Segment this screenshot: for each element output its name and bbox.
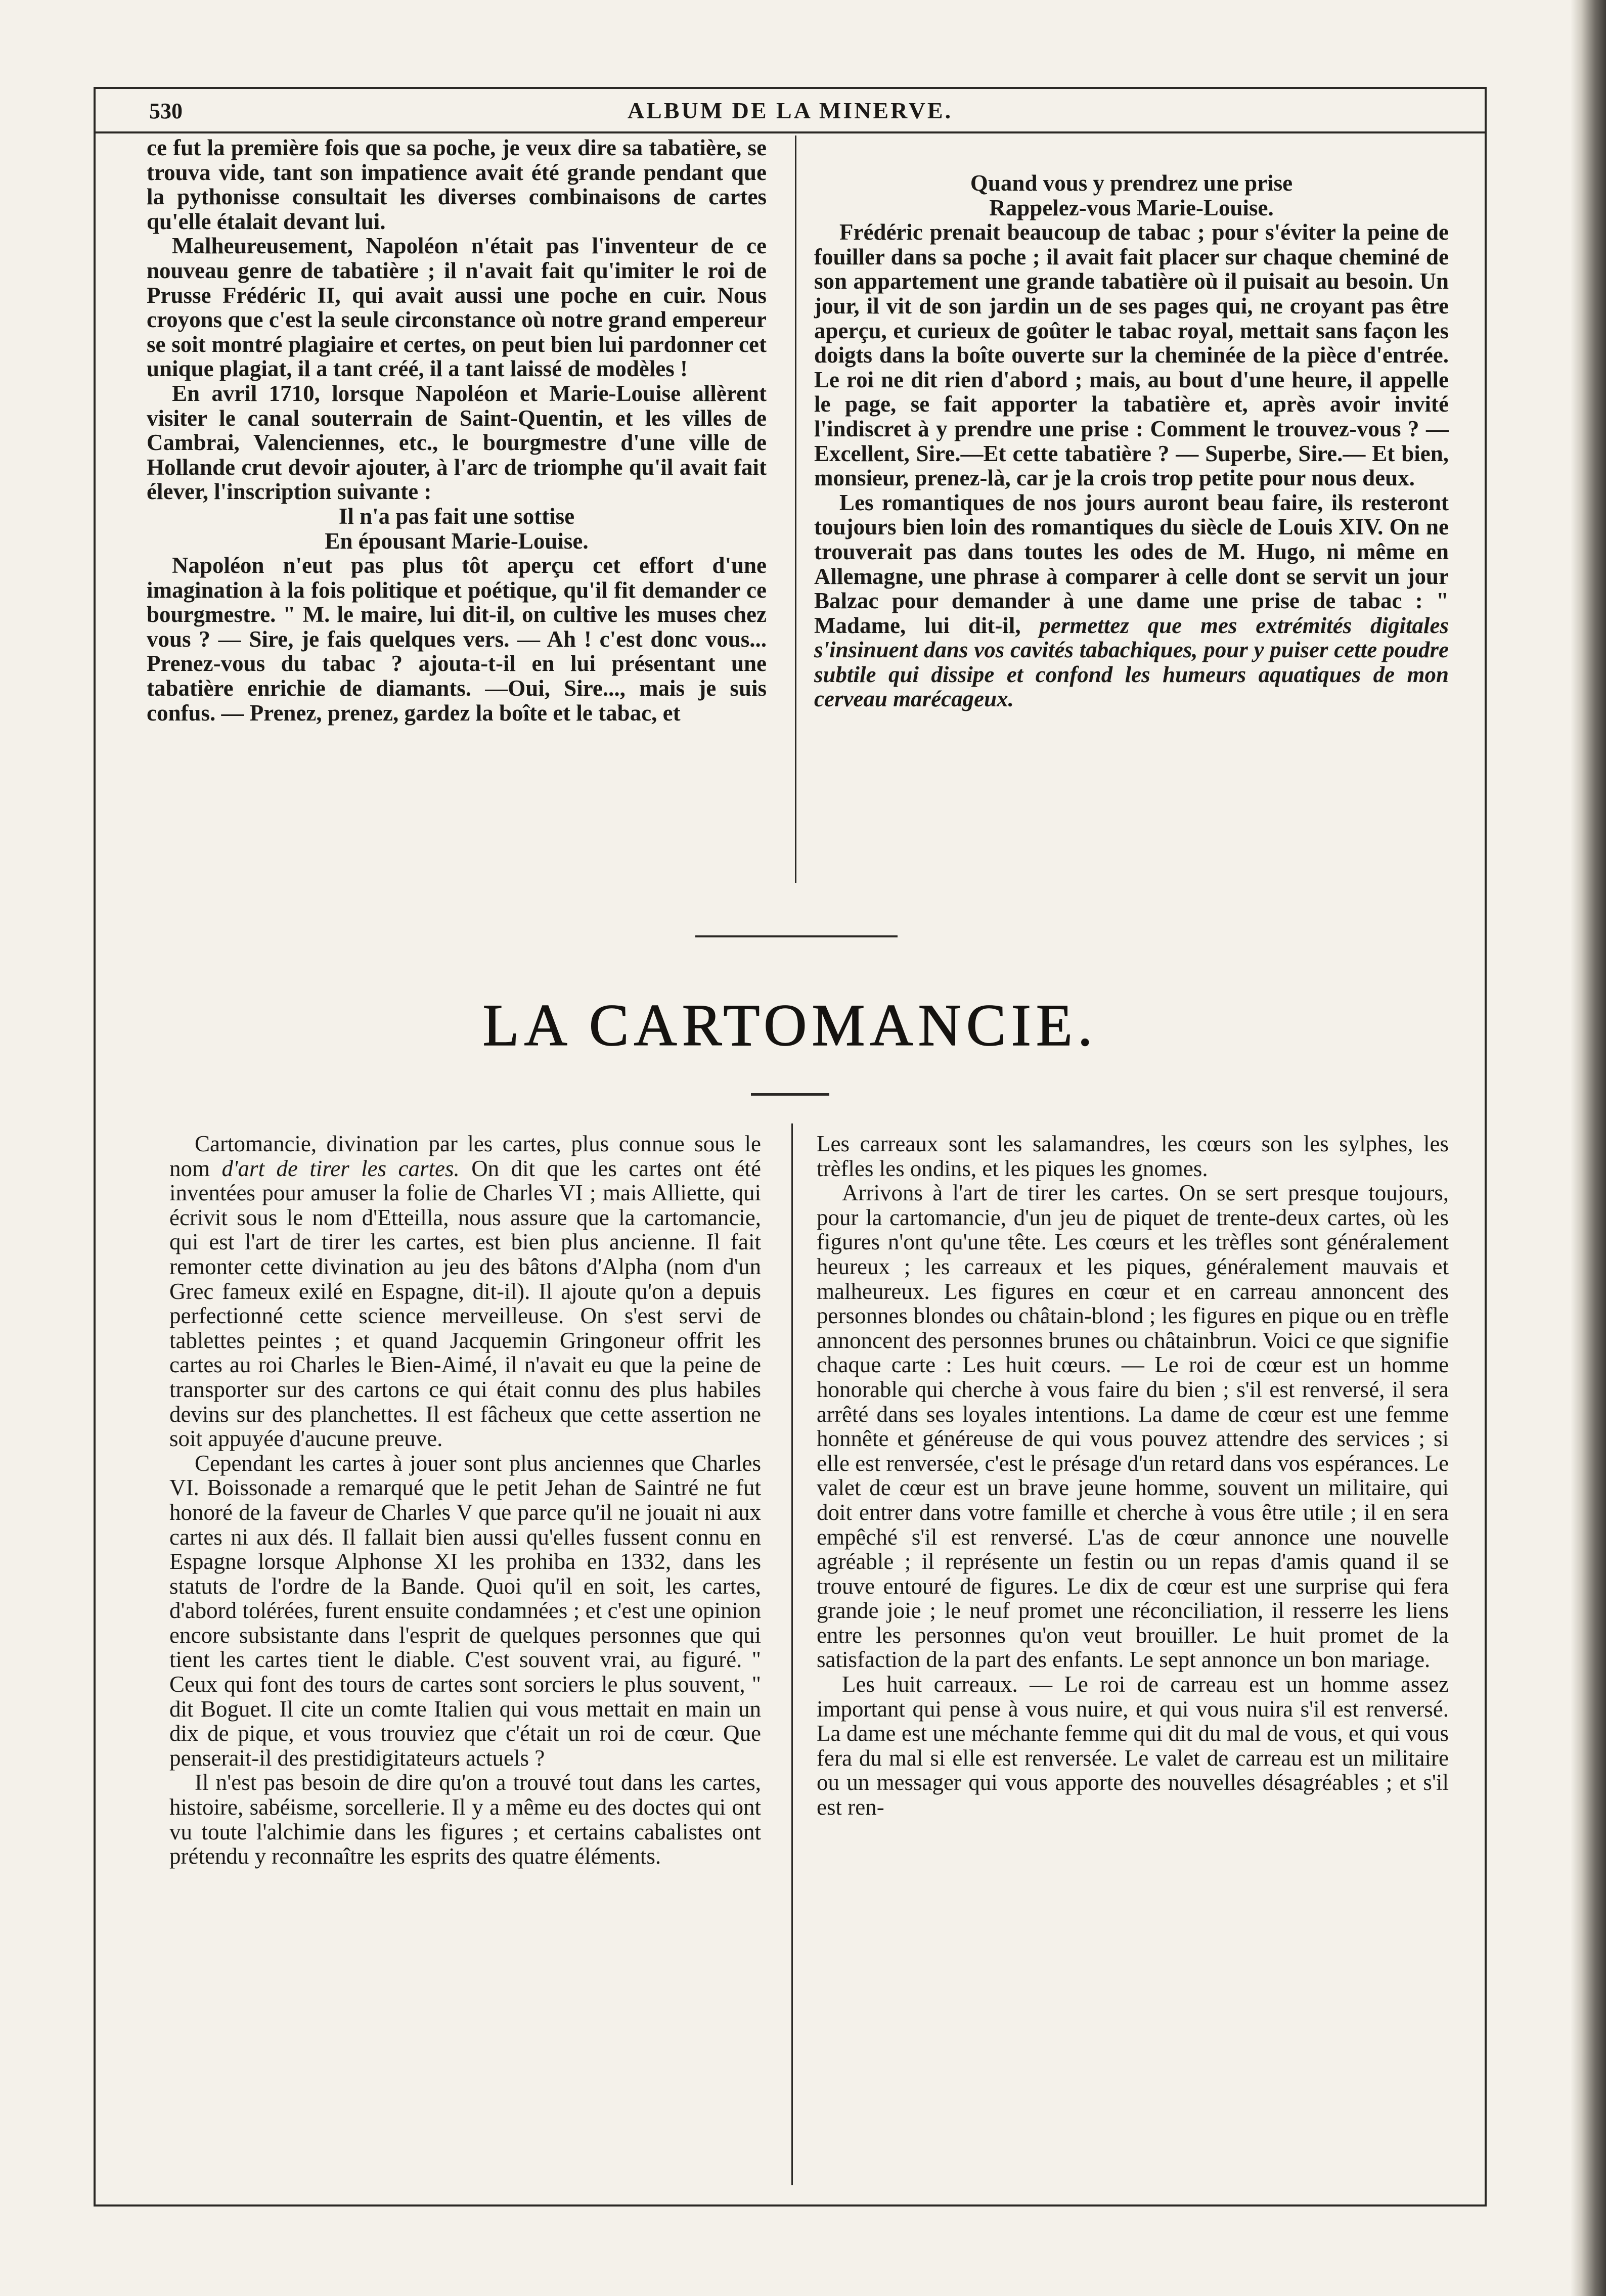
paragraph (169, 1132, 761, 1451)
paragraph: Napoléon n'eut pas plus tôt aperçu cet effort d'une imagination à la fois politique et poétique, qu'il fit demander ce bourgmestre. " M. le maire, lui dit-il, on cultive les muses chez vous ? — Sire, je fais quelques vers. — Ah ! c'est donc vous... Prenez-vous du tabac ? ajouta-t-il en lui présentant une tabatière enrichie de diamants. —Oui, Sire..., mais je suis confus. — Prenez, prenez, gardez la boîte et le tabac, et (147, 553, 767, 726)
paragraph: Cependant les cartes à jouer sont plus anciennes que Charles VI. Boissonade a remarqué que le petit Jehan de Saintré ne fut honoré de la faveur de Charles V que parce qu'il ne jouait ni aux cartes ni aux dés. Il fallait bien aussi qu'elles fussent connu en Espagne lorsque Alphonse XI les prohiba en 1332, dans les statuts de l'ordre de la Bande. Quoi qu'il en soit, les cartes, d'abord tolérées, furent ensuite condamnées ; et c'est une opinion encore subsistante dans l'esprit de quelques personnes que qui tient les cartes tient le diable. C'est souvent vrai, au figuré. " Ceux qui font des tours de cartes sont sorciers le plus souvent, " dit Boguet. Il cite un comte Italien qui vous mettait en main un dix de pique, et vous trouviez que c'était un roi de cœur. Que penserait-il des prestidigitateurs actuels ? (169, 1450, 761, 1771)
column-rule (795, 136, 796, 883)
verse-line: Il n'a pas fait une sottise (338, 503, 575, 529)
verse-line: En épousant Marie-Louise. (325, 528, 589, 554)
paragraph-text: Cartomancie, divination par les cartes, plus connue sous le nom (169, 1131, 761, 1181)
top-right-column (814, 171, 1449, 874)
paragraph: Les huit carreaux. — Le roi de carreau est un homme assez important qui pense à vous nuire, et qui vous nuira s'il est renversé. La dame est une méchante femme qui dit du mal de vous, et qui vous fera du mal si elle est renversée. Le valet de carreau est un militaire ou un messager qui vous apporte des nouvelles désagréables ; et s'il est ren- (817, 1672, 1449, 1820)
bottom-left-column (169, 1132, 761, 2186)
title-underline (751, 1093, 829, 1096)
bottom-right-column (817, 1132, 1449, 2186)
paragraph: Arrivons à l'art de tirer les cartes. On se sert presque toujours, pour la cartomancie, d'un jeu de piquet de trente-deux cartes, où les figures n'ont qu'une tête. Les cœurs et les trèfles sont généralement heureux ; les carreaux et les piques, généralement mauvais et malheureux. Les figures en cœur et en carreau annoncent des personnes blondes ou châtain-blond ; les figures en pique ou en trèfle annoncent des personnes brunes ou châtainbrun. Voici ce que signifie chaque carte : Les huit cœurs. — Le roi de cœur est un homme honorable qui cherche à vous faire du bien ; s'il est renversé, il sera arrêté dans ses loyales intentions. La dame de cœur est une femme honnête et généreuse de qui vous pouvez attendre des services ; si elle est renversée, c'est le présage d'un retard dans vos espérances. Le valet de cœur est un brave jeune homme, souvent un militaire, qui doit entrer dans votre famille et cherche à vous être utile ; il en sera empêché s'il est renversé. L'as de cœur annonce une nouvelle agréable ; il représente un festin ou un repas d'amis quand il se trouve entouré de figures. Le dix de cœur est une surprise qui fera grande joie ; le neuf promet une réconciliation, il resserre les liens entre les personnes qu'on veut brouiller. Le huit promet de la satisfaction de la part des enfants. Le sept annonce un bon mariage. (817, 1180, 1449, 1673)
paragraph: Il n'est pas besoin de dire qu'on a trouvé tout dans les cartes, histoire, sabéisme, sorcellerie. Il y a même eu des doctes qui ont vu toute l'alchimie dans les figures ; et certains cabalistes ont prétendu y reconnaître les esprits des quatre éléments. (169, 1770, 761, 1869)
italic-phrase: d'art de tirer les cartes. (221, 1155, 460, 1181)
page-header (94, 87, 1487, 133)
paragraph-text: Les romantiques de nos jours auront beau faire, ils resteront toujours bien loin des romantiques du siècle de Louis XIV. On ne trouverait pas dans toutes les odes de M. Hugo, ni même en Allemagne, une phrase à comparer à celle dont se servit un jour Balzac pour demander à une dame une prise de tabac : " Madame, lui dit-il, (814, 489, 1449, 638)
verse-line: Rappelez-vous Marie-Louise. (989, 195, 1274, 220)
italic-quote: permettez que mes extrémités digitales s'insinuent dans vos cavités tabachiques, pour y puiser cette poudre subtile qui dissipe et confond les humeurs aquatiques de mon cerveau marécageux. (814, 612, 1449, 712)
section-separator (695, 935, 898, 937)
verse-line: Quand vous y prendrez une prise (970, 170, 1293, 196)
paragraph: Les carreaux sont les salamandres, les cœurs son les sylphes, les trèfles les ondins, et les piques les gnomes. (817, 1131, 1449, 1181)
paragraph: Frédéric prenait beaucoup de tabac ; pour s'éviter la peine de fouiller dans sa poche ; il avait fait placer sur chaque cheminé de son appartement une grande tabatière où il puisait au besoin. Un jour, il vit de son jardin un de ses pages qui, ne croyant pas être aperçu, et curieux de goûter le tabac royal, mettait sans façon les doigts dans la boîte ouverte sur la cheminée de la pièce d'entrée. Le roi ne dit rien d'abord ; mais, au bout d'une heure, il appelle le page, se fait apporter la tabatière et, après avoir invité l'indiscret à y prendre une prise : Comment le trouvez-vous ? — Excellent, Sire.—Et cette tabatière ? — Superbe, Sire.— Et bien, monsieur, prenez-là, car je la crois trop petite pour nous deux. (814, 219, 1449, 491)
paragraph: Malheureusement, Napoléon n'était pas l'inventeur de ce nouveau genre de tabatière ; il n'avait fait qu'imiter le roi de Prusse Frédéric II, qui avait aussi une poche en cuir. Nous croyons que c'est la seule circonstance où notre grand empereur se soit montré plagiaire et certes, on peut bien lui pardonner cet unique plagiat, il a tant créé, il a tant laissé de modèles ! (147, 233, 767, 382)
paragraph: En avril 1710, lorsque Napoléon et Marie-Louise allèrent visiter le canal souterrain de Saint-Quentin, et les villes de Cambrai, Valenciennes, etc., le bourgmestre d'une ville de Hollande crut devoir ajouter, à l'arc de triomphe qu'il avait fait élever, l'inscription suivante : (147, 380, 767, 505)
running-title: ALBUM DE LA MINERVE. (627, 98, 953, 123)
page-number: 530 (149, 99, 183, 123)
paragraph: ce fut la première fois que sa poche, je veux dire sa tabatière, se trouva vide, tant son impatience avait été grande pendant que la pythonisse consultait les diverses combinaisons de cartes qu'elle étalait devant lui. (147, 135, 767, 234)
paragraph (814, 490, 1449, 711)
scan-edge-shadow (1571, 0, 1606, 2296)
column-rule (791, 1123, 793, 2185)
top-left-column (147, 136, 767, 879)
paragraph-text: On dit que les cartes ont été inventées pour amuser la folie de Charles VI ; mais Alliette, qui écrivit sous le nom d'Etteilla, nous assure que la cartomancie, qui est l'art de tirer les cartes, est bien plus ancienne. Il fait remonter cette divination au jeu des bâtons d'Alpha (nom d'un Grec fameux exilé en Espagne, dit-il). Il ajoute qu'on a depuis perfectionné cette science merveilleuse. On s'est servi de tablettes peintes ; et quand Jacquemin Gringoneur offrit les cartes au roi Charles le Bien-Aimé, il n'avait eu que la peine de transporter sur des cartons ce qui était connu des plus habiles devins sur des planchettes. Il est fâcheux que cette assertion ne soit appuyée d'aucune preuve. (169, 1155, 762, 1452)
article-title: LA CARTOMANCIE. (482, 992, 1098, 1058)
